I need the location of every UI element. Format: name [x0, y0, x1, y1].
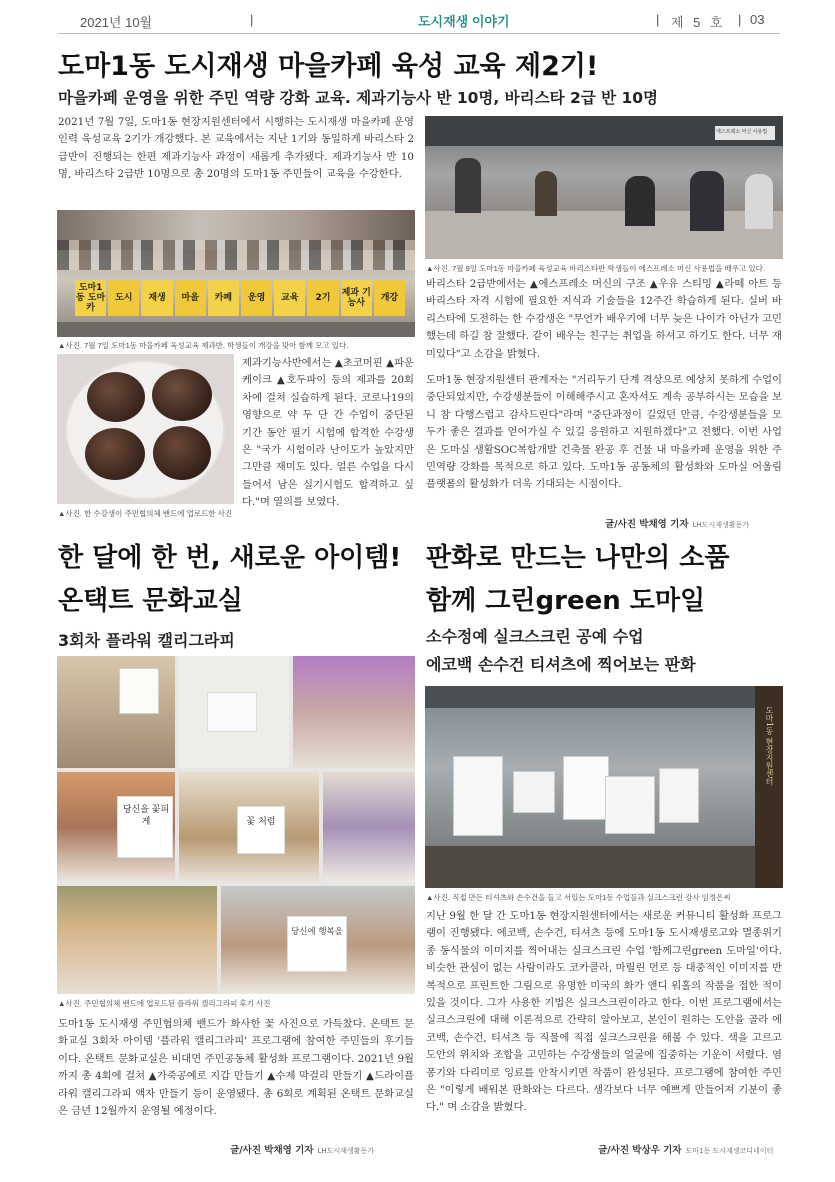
sign-card: 개강	[374, 280, 405, 316]
article2-byline	[230, 1142, 374, 1156]
article1-intro: 2021년 7월 7일, 도마1동 현장지원센터에서 시행하는 도시재생 마을카페 운영인력 육성교육 2기가 개강했다. 본 교육에서는 지난 1기와 동일하게 바리스타 2급반이 진행되는 한편 제과기능사 과정이 새롭게 추가됐다. 제과기능사 반 10명, 바리스타 2급반 10명으로 총 20명의 도마1동 주민들이 교육을 수강한다.	[58, 116, 414, 181]
article3-subheadline-line1: 소수정예 실크스크린 공예 수업	[426, 627, 644, 646]
article1-byline-org: LH도시재생활동가	[692, 521, 750, 529]
page-number: 03	[750, 12, 765, 27]
article1-left-column-text: 제과기능사반에서는 ▲초코머핀 ▲파운케이크 ▲호두파이 등의 제과를 20회차에 걸쳐 실습하게 된다. 코로나19의 영향으로 약 두 단 간 수업이 중단된 기간 동안 필기 시험에 합격한 수강생은 "국가 시험이라 난이도가 높았지만 그만큼 재미도 있다. 얼른 수업을 다시 들어서 남은 실기시험도 합격하고 싶다."며 열의를 보였다.	[242, 357, 414, 509]
article2-headline-line2: 온택트 문화교실	[58, 586, 243, 616]
sign-card: 재생	[141, 280, 172, 316]
article2-photo-caption: ▲사진. 주민협의체 밴드에 업로드된 플라워 캘리그라피 후기 사진	[58, 999, 271, 1008]
article2-headline-line1: 한 달에 한 번, 새로운 아이템!	[58, 543, 402, 573]
article1-photo2-caption: ▲사진. 한 수강생이 주민협의체 밴드에 업로드한 사진	[58, 509, 233, 518]
sign-card: 제과 기능사	[341, 280, 372, 316]
article1-photo3-caption: ▲사진. 7월 9일 도마1동 마을카페 육성교육 바리스타반 학생들이 에스프레소 머신 사용법을 배우고 있다.	[426, 264, 765, 273]
collage-text-2: 당신에 행복을	[291, 927, 343, 937]
article1-byline	[605, 516, 749, 530]
header-separator: |	[738, 12, 742, 27]
flower-calligraphy-collage	[57, 656, 415, 994]
article1-group-photo	[57, 210, 415, 337]
silkscreen-group-photo	[425, 686, 783, 888]
sign-card: 마을	[175, 280, 206, 316]
article2-byline-author: 글/사진 박채영 기자	[230, 1145, 314, 1156]
collage-text-1: 당신을 꽃피게	[122, 805, 170, 827]
sign-card: 교육	[274, 280, 305, 316]
barista-photo-sign: 에스프레소 머신 사용법	[716, 129, 768, 135]
article2-body: 도마1동 도시재생 주민협의체 밴드가 화사한 꽃 사진으로 가득찼다. 온택트 문화교실 3회차 아이템 '플라워 캘리그라피' 프로그램에 참여한 주민들의 후기들이다. 온택트 문화교실은 비대면 주민공동체 활성화 프로그램이다. 2021년 9월까지 총 4회에 걸쳐 ▲가죽공예로 지갑 만들기 ▲수제 막걸리 만들기 ▲드라이플라워 캘리그라피 액자 만들기 등이 운영됐다. 총 6회로 계획된 온택트 문화교실은 금년 12월까지 운영될 예정이다.	[58, 1018, 414, 1118]
article2-byline-org: LH도시재생활동가	[317, 1147, 375, 1155]
article3-body: 지난 9월 한 달 간 도마1동 현장지원센터에서는 새로운 커뮤니티 활성화 프로그램이 진행됐다. 에코백, 손수건, 티셔츠 등에 도마1동 도시재생로고와 멸종위기종 동식물의 이미지를 찍어내는 실크스크린 수업 '함께그린green 도마일'이다. 비슷한 관심이 없는 사람이라도 코카콜라, 마릴린 먼로 등 대중적인 이미지를 반복적으로 프린트한 그림으로 유명한 미국의 화가 앤디 워홀의 작품을 접한 적이 있을 것이다. 그가 사용한 기법은 실크스크린이라고 한다. 이번 프로그램에서는 실크스크린에 대해 이론적으로 간략히 알아보고, 본인이 원하는 도안을 골라 에코백, 손수건, 티셔츠 등 직물에 직접 실크스크린을 해볼 수 있다. 색을 고르고 도안의 위치와 조합을 고민하는 수강생들의 얼굴에 집중하는 기운이 서렸다. 염퐁기와 다리미로 잉료를 안착시키면 작품이 완성된다. 프로그램에 참여한 주민은 "이렇게 배워본 판화와는 다르다. 생각보다 너무 예쁘게 만들어져 기분이 좋다." 며 소감을 밝혔다.	[426, 910, 782, 1114]
article3-headline-line2: 함께 그린green 도마일	[426, 586, 706, 616]
sign-card: 도마1동 도마카	[75, 280, 106, 316]
article3-byline-org: 도마1동 도시재생코디네이터	[685, 1147, 774, 1155]
article2-subheadline: 3회차 플라워 캘리그라피	[58, 631, 235, 650]
article1-headline: 도마1동 도시재생 마을카페 육성 교육 제2기!	[58, 51, 599, 82]
article3-byline-author: 글/사진 박상우 기자	[598, 1145, 682, 1156]
article1-right-column-text1: 바리스타 2급반에서는 ▲에스프레소 머신의 구조 ▲우유 스티밍 ▲라떼 아트 등 바리스타 자격 시험에 필요한 지식과 기술들을 12주간 학습하게 된다. 실버 바리스타에 도전하는 한 수강생은 "무언가 배우기에 너무 늦은 나이가 아닌가 고민했는데 하길 참 잘했다. 같이 배우는 친구는 취업을 하셔고 하기도 한다. 너무 재미있다"고 소감을 밝혔다.	[426, 278, 782, 360]
sign-card: 도시	[108, 280, 139, 316]
sign-card: 카페	[208, 280, 239, 316]
page-header	[58, 8, 780, 30]
article1-subheadline: 마을카페 운영을 위한 주민 역량 강화 교육. 제과기능사 반 10명, 바리스타 2급 반 10명	[58, 89, 659, 107]
barista-class-photo	[425, 116, 783, 259]
header-rule	[58, 33, 780, 34]
header-separator: |	[656, 12, 660, 27]
muffin-photo	[57, 354, 234, 504]
sign-row	[75, 280, 405, 320]
article1-photo1-caption: ▲사진. 7월 7일 도마1동 마을카페 육성교육 제과반, 학생들이 개강을 맞아 함께 모고 있다.	[58, 341, 349, 350]
sign-card: 운영	[241, 280, 272, 316]
sign-card: 2기	[307, 280, 338, 316]
article3-photo-caption: ▲사진. 직접 만든 티셔츠와 손수건을 들고 서있는 도마1동 수업들과 실크스크린 강사 임정은씨	[426, 893, 731, 902]
header-separator: |	[250, 12, 254, 27]
issue-date: 2021년 10월	[80, 15, 153, 30]
collage-text-3: 꽃 처럼	[246, 817, 276, 827]
section-title: 도시재생 이야기	[418, 14, 510, 29]
article1-byline-author: 글/사진 박채영 기자	[605, 519, 689, 530]
issue-number: 제 5 호	[671, 15, 726, 30]
article3-subheadline-line2: 에코백 손수건 티셔츠에 찍어보는 판화	[426, 655, 696, 674]
photo-sign: 도마1동 현장지원센터	[765, 706, 774, 786]
article3-headline-line1: 판화로 만드는 나만의 소품	[426, 543, 730, 573]
article1-right-column-text2: 도마1동 현장지원센터 관계자는 "거리두기 단계 격상으로 예상치 못하게 수업이 중단되었지만, 수강생분들이 이해해주시고 혼자서도 계속 공부하시는 모습을 보니 참 다행스럽고 감사드린다"라며 "중단과정이 길었던 만큼, 수강생분들을 모두가 좋은 결과를 얻어가실 수 있길 응원하고 지원하겠다"고 전했다. 이번 사업은 도마실 생활SOC복합개발 건축물 완공 후 건물 내 마을카페 운영을 위한 주민역량 강화를 목적으로 하고 있다. 도마1동 공동체의 활성화와 도마실 어울림플랫폼의 활성화가 더욱 기대되는 시점이다.	[426, 374, 782, 491]
article3-byline	[598, 1142, 773, 1156]
